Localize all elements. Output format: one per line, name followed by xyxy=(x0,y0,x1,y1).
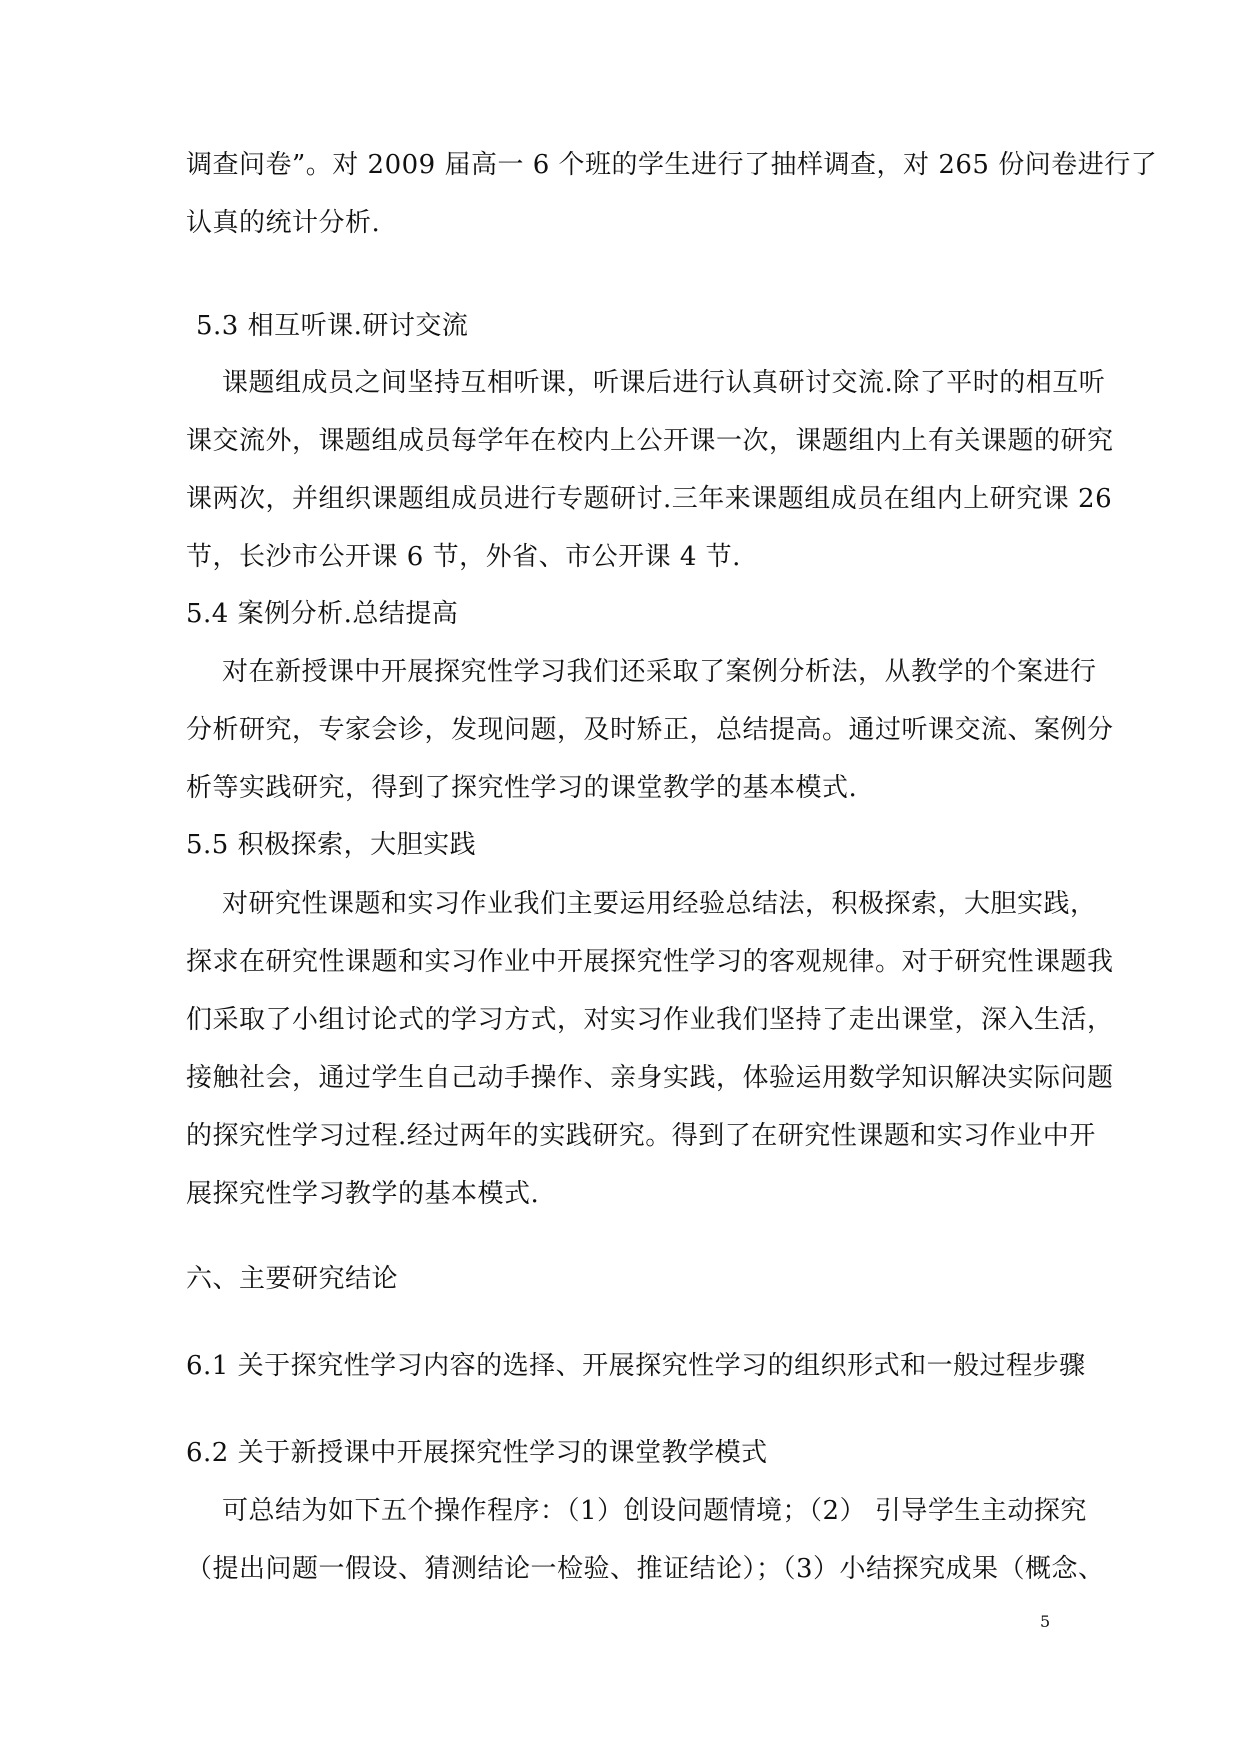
paragraph-start: 可总结为如下五个操作程序：（1）创设问题情境；（2） 引导学生主动探究 xyxy=(222,1496,1087,1526)
text-line: 展探究性学习教学的基本模式. xyxy=(186,1179,540,1209)
text-line: 接触社会，通过学生自己动手操作、亲身实践，体验运用数学知识解决实际问题 xyxy=(186,1063,1114,1093)
text-line: 探求在研究性课题和实习作业中开展探究性学习的客观规律。对于研究性课题我 xyxy=(186,947,1114,977)
text-line: 课交流外，课题组成员每学年在校内上公开课一次，课题组内上有关课题的研究 xyxy=(186,426,1114,456)
section-heading: 6.2 关于新授课中开展探究性学习的课堂教学模式 xyxy=(186,1438,768,1468)
text-line: 的探究性学习过程.经过两年的实践研究。得到了在研究性课题和实习作业中开 xyxy=(186,1121,1096,1151)
text-line: 析等实践研究，得到了探究性学习的课堂教学的基本模式. xyxy=(186,773,858,803)
paragraph-start: 课题组成员之间坚持互相听课，听课后进行认真研讨交流.除了平时的相互听 xyxy=(222,368,1106,398)
page-number: 5 xyxy=(1040,1612,1051,1631)
text-line: 调查问卷”。对 2009 届高一 6 个班的学生进行了抽样调查，对 265 份问卷进行了 xyxy=(186,150,1158,180)
text-line: 认真的统计分析. xyxy=(186,208,381,238)
section-heading: 5.3 相互听课.研讨交流 xyxy=(196,311,469,341)
text-line: 们采取了小组讨论式的学习方式，对实习作业我们坚持了走出课堂，深入生活， xyxy=(186,1005,1114,1035)
section-heading: 5.4 案例分析.总结提高 xyxy=(186,599,459,629)
text-line: 节，长沙市公开课 6 节，外省、市公开课 4 节. xyxy=(186,542,741,572)
text-line: 课两次，并组织课题组成员进行专题研讨.三年来课题组成员在组内上研究课 26 xyxy=(186,484,1113,514)
text-line: 分析研究，专家会诊，发现问题，及时矫正，总结提高。通过听课交流、案例分 xyxy=(186,715,1114,745)
section-heading: 6.1 关于探究性学习内容的选择、开展探究性学习的组织形式和一般过程步骤 xyxy=(186,1351,1086,1381)
section-heading: 5.5 积极探索，大胆实践 xyxy=(186,830,477,860)
text-line: （提出问题一假设、猜测结论一检验、推证结论）；（3）小结探究成果（概念、 xyxy=(186,1554,1105,1584)
paragraph-start: 对研究性课题和实习作业我们主要运用经验总结法，积极探索，大胆实践， xyxy=(222,889,1097,919)
chapter-heading: 六、主要研究结论 xyxy=(186,1264,399,1294)
paragraph-start: 对在新授课中开展探究性学习我们还采取了案例分析法，从教学的个案进行 xyxy=(222,657,1097,687)
